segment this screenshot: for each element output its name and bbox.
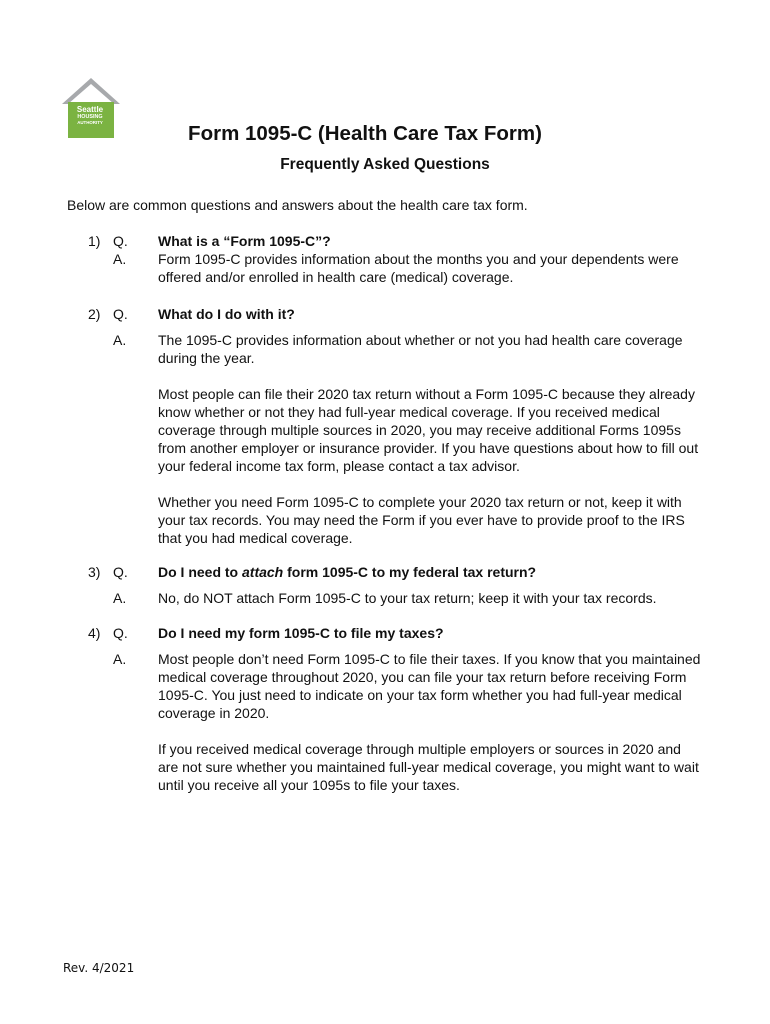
question-row (0, 563, 770, 581)
faq-item-3 (0, 563, 770, 607)
answer-label: A. (113, 590, 127, 606)
item-number: 4) (88, 625, 101, 641)
answer-paragraph: Whether you need Form 1095-C to complete your 2020 tax return or not, keep it with your tax records. You may need the Form if you ever have to provide proof to the IRS that you had medical coverage. (158, 494, 685, 546)
logo-line-3: AUTHORITY (77, 120, 103, 126)
answer-paragraph: Most people don’t need Form 1095-C to file their taxes. If you know that you maintained medical coverage throughout 2020, you can file your tax return before receiving Form 1095-C. You just need to indicate on your tax form whether you had full-year medical coverage in 2020. (158, 651, 701, 721)
answer-paragraph: Most people can file their 2020 tax return without a Form 1095-C because they already know whether or not they had full-year medical coverage. If you received medical coverage through multiple sources in 2020, you may receive additional Forms 1095s from another employer or insurance provider. If you have questions about how to fill out your federal income tax form, please contact a tax advisor. (158, 386, 699, 474)
logo-line-2: HOUSING (77, 114, 103, 120)
answer-paragraph: If you received medical coverage through multiple employers or sources in 2020 and are not sure whether you maintained full-year medical coverage, you might want to wait until you receive all your 1095s to file your taxes. (158, 741, 699, 793)
answer-paragraph: Form 1095-C provides information about the months you and your dependents were offered and/or enrolled in health care (medical) coverage. (158, 251, 679, 285)
item-number: 2) (88, 306, 101, 322)
faq-item-1 (0, 232, 770, 286)
question-text: Do I need my form 1095-C to file my taxes? (158, 625, 444, 641)
question-label: Q. (113, 625, 128, 641)
answer-row (0, 589, 770, 607)
intro-text: Below are common questions and answers about the health care tax form. (67, 197, 528, 213)
question-row (0, 305, 770, 323)
faq-item-2 (0, 305, 770, 547)
page-subtitle: Frequently Asked Questions (280, 156, 490, 173)
item-number: 1) (88, 233, 101, 249)
question-label: Q. (113, 233, 128, 249)
answer-row (0, 331, 770, 547)
item-number: 3) (88, 564, 101, 580)
answer-row (0, 650, 770, 794)
question-label: Q. (113, 564, 128, 580)
question-row (0, 624, 770, 642)
logo-line-1: Seattle (76, 105, 104, 114)
question-text: What is a “Form 1095-C”? (158, 233, 331, 249)
question-label: Q. (113, 306, 128, 322)
question-row (0, 232, 770, 250)
answer-label: A. (113, 332, 127, 348)
faq-item-4 (0, 624, 770, 794)
answer-row (0, 250, 770, 286)
answer-label: A. (113, 651, 127, 667)
revision-date: Rev. 4/2021 (63, 961, 135, 975)
emphasis-attach: attach (242, 564, 284, 580)
question-text: Do I need to attach form 1095-C to my federal tax return? (158, 564, 537, 580)
answer-paragraph: No, do NOT attach Form 1095-C to your tax return; keep it with your tax records. (158, 590, 657, 606)
answer-label: A. (113, 251, 127, 267)
page-title: Form 1095-C (Health Care Tax Form) (188, 122, 542, 145)
question-text: What do I do with it? (158, 306, 295, 322)
answer-paragraph: The 1095-C provides information about whether or not you had health care coverage during the year. (158, 332, 683, 366)
